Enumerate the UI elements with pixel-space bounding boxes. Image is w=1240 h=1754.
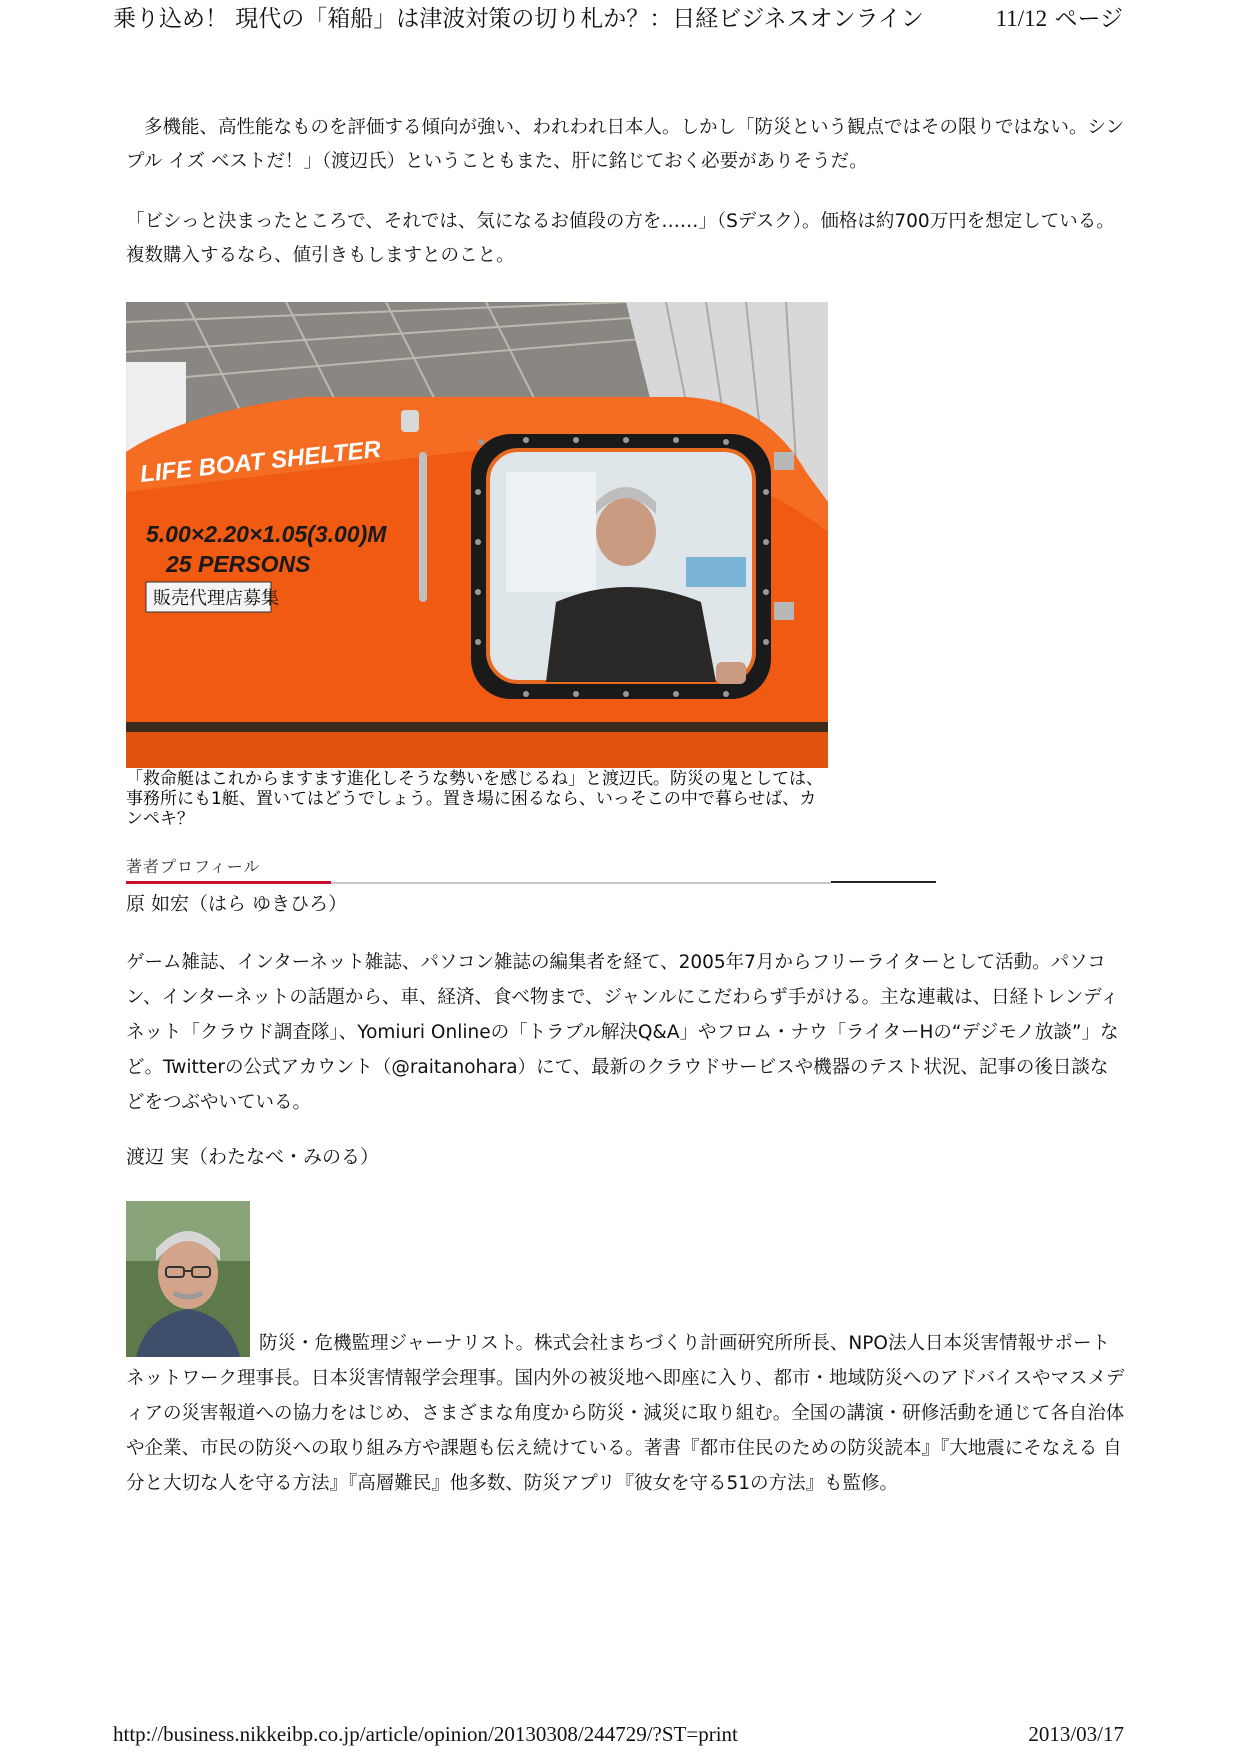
author-2-name: 渡辺 実（わたなべ・みのる）	[126, 1146, 380, 1168]
article-paragraph-1	[126, 111, 1126, 179]
photo-caption: 「救命艇はこれからますます進化しそうな勢いを感じるね」と渡辺氏。防災の鬼としては、事務所にも1艇、置いてはどうでしょう。置き場に困るなら、いっそこの中で暮らせば、カンペキ？	[126, 769, 823, 829]
profile-divider-accent	[126, 881, 331, 884]
page-word: ページ	[1054, 6, 1123, 32]
footer-date: 2013/03/17	[1028, 1722, 1124, 1746]
author-1-name: 原 如宏（はら ゆきひろ）	[126, 893, 348, 915]
sign-line-3: 25 PERSONS	[166, 551, 311, 577]
page-header-title: 乗り込め！ 現代の「箱船」は津波対策の切り札か？：日経ビジネスオンライン	[113, 6, 924, 32]
article-paragraph-1-text: 多機能、高性能なものを評価する傾向が強い、われわれ日本人。しかし「防災という観点ではその限りではない。シンプル イズ ベストだ！」（渡辺氏）ということもまた、肝に銘じておく必要がありそうだ。	[126, 117, 1125, 172]
sign-line-4: 販売代理店募集	[153, 588, 279, 609]
profile-divider-end	[831, 881, 936, 883]
profile-divider-middle	[331, 882, 831, 884]
article-paragraph-2	[126, 205, 1126, 273]
profile-divider	[126, 881, 936, 884]
footer-url: http://business.nikkeibp.co.jp/article/opinion/20130308/244729/?ST=print	[113, 1722, 738, 1746]
sign-line-2: 5.00×2.20×1.05(3.00)M	[146, 521, 387, 547]
author-1-bio: ゲーム雑誌、インターネット雑誌、パソコン雑誌の編集者を経て、2005年7月からフリーライターとして活動。パソコン、インターネットの話題から、車、経済、食べ物まで、ジャンルにこだわらず手がける。主な連載は、日経トレンディネット「クラウド調査隊」、Yomiuri Onlineの「トラブル解決Q&A」やフロム・ナウ「ライターHの“デジモノ放談”」など。Twitterの公式アカウント（@raitanohara）にて、最新のクラウドサービスや機器のテスト状況、記事の後日談などをつぶやいている。	[126, 952, 1119, 1113]
author-2-bio	[126, 1326, 1126, 1501]
lifeboat-photo	[126, 302, 828, 768]
article-paragraph-2-text: 「ビシっと決まったところで、それでは、気になるお値段の方を……」（Sデスク）。価格は約700万円を想定している。複数購入するなら、値引きもしますとのこと。	[126, 211, 1115, 266]
page-number	[996, 0, 1123, 33]
lifeboat-photo-image	[126, 302, 828, 768]
author-2-bio-text: 防災・危機監理ジャーナリスト。株式会社まちづくり計画研究所所長、NPO法人日本災害情報サポートネットワーク理事長。日本災害情報学会理事。国内外の被災地へ即座に入り、都市・地域防災へのアドバイスやマスメディアの災害報道への協力をはじめ、さまざまな角度から防災・減災に取り組む。全国の講演・研修活動を通じて各自治体や企業、市民の防災への取り組み方や課題も伝え続けている。著書『都市住民のための防災読本』『大地震にそなえる 自分と大切な人を守る方法』『高層難民』他多数、防災アプリ『彼女を守る51の方法』も監修。	[126, 1333, 1125, 1494]
page-number-value: 11/12	[995, 6, 1048, 31]
profile-section-label: 著者プロフィール	[126, 857, 261, 876]
sign-line-1: LIFE BOAT SHELTER	[138, 435, 383, 488]
